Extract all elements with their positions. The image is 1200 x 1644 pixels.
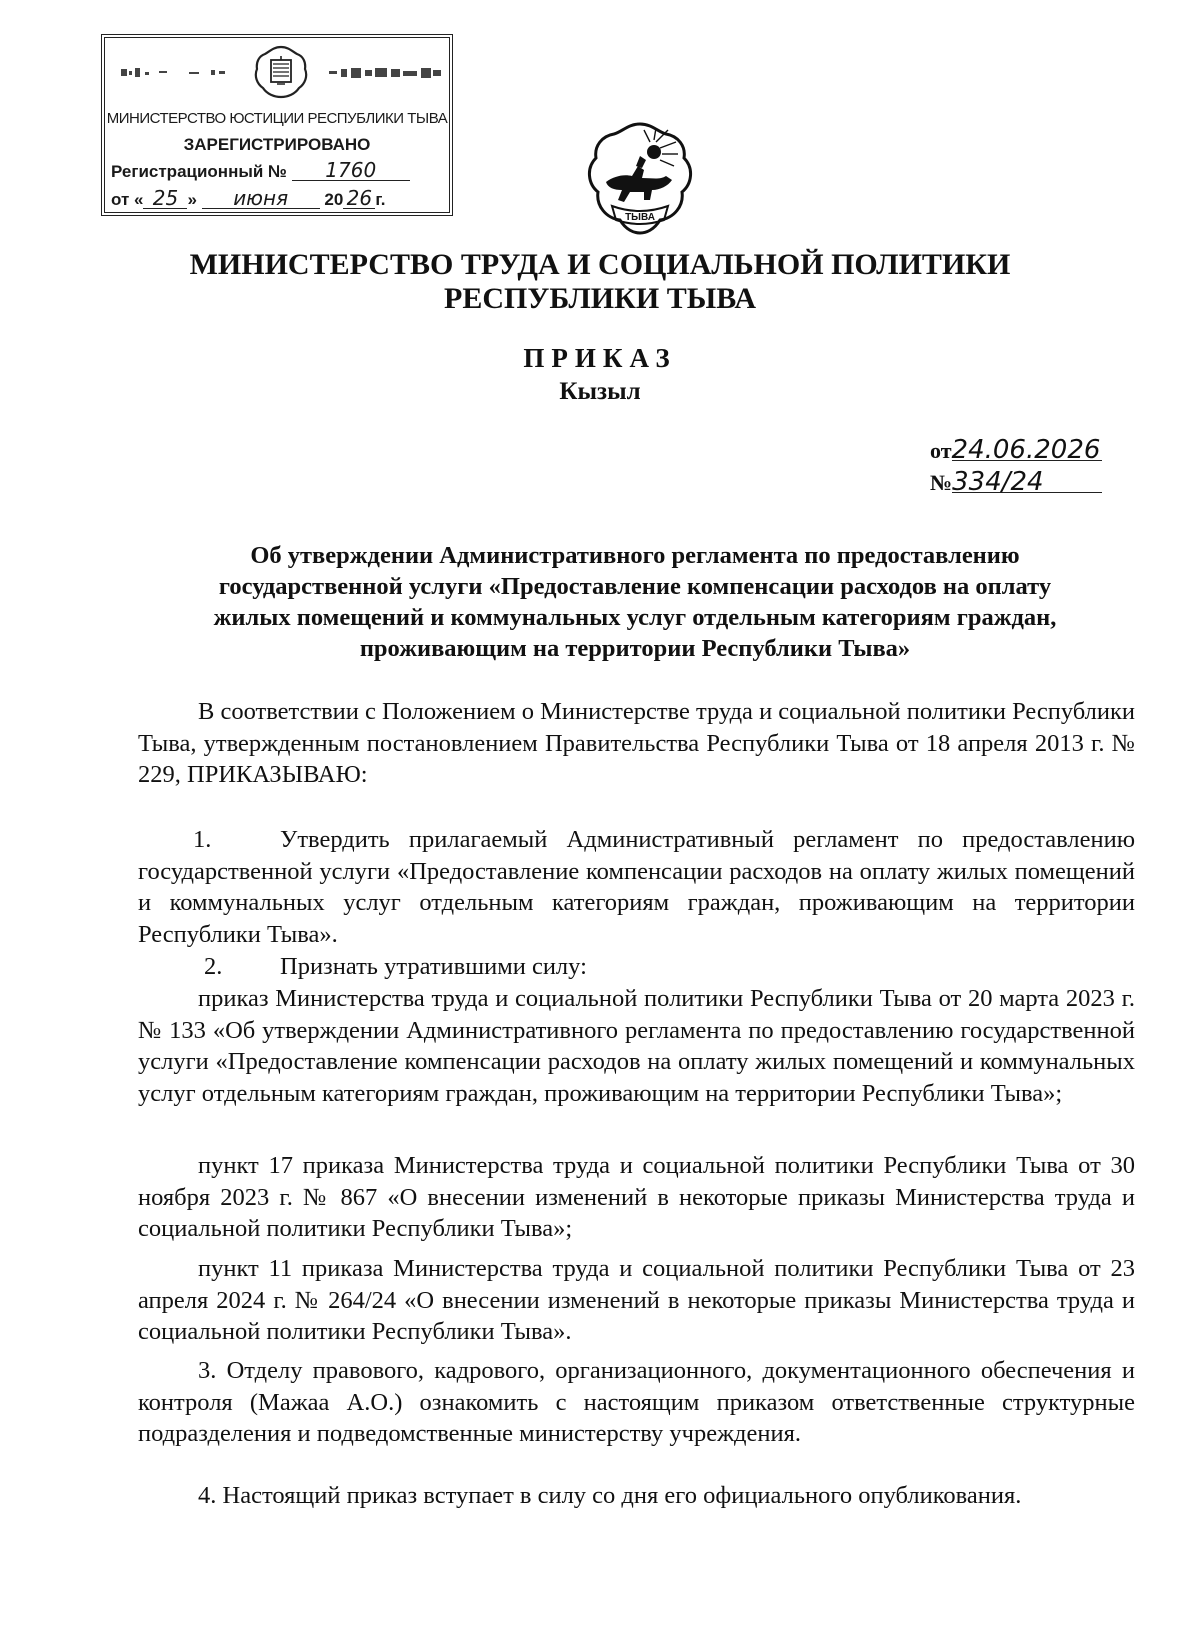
order-subject	[150, 540, 1120, 664]
ministry-title-line1: МИНИСТЕРСТВО ТРУДА И СОЦИАЛЬНОЙ ПОЛИТИКИ	[189, 248, 1011, 281]
stamp-reg-label: Регистрационный №	[111, 162, 287, 181]
tuva-coat-of-arms-icon	[580, 120, 700, 236]
stamp-reg-number: 1760	[292, 160, 410, 181]
subject-line3: жилых помещений и коммунальных услуг отдельным категориям граждан,	[213, 604, 1057, 631]
document-city: Кызыл	[559, 378, 641, 405]
order-date-label: от	[930, 438, 952, 463]
stamp-ministry: МИНИСТЕРСТВО ЮСТИЦИИ РЕСПУБЛИКИ ТЫВА	[106, 110, 448, 127]
stamp-date-month: июня	[202, 188, 320, 209]
item-3-paragraph: 3. Отделу правового, кадрового, организационного, документационного обеспечения и контроля (Мажаа А.О.) ознакомить с настоящим приказом ответственные структурные подразделения и подведомственные министерству учреждения.	[138, 1357, 1135, 1447]
registration-stamp	[101, 34, 453, 216]
stamp-status: ЗАРЕГИСТРИРОВАНО	[183, 135, 371, 154]
subject-line2: государственной услуги «Предоставление компенсации расходов на оплату	[218, 573, 1052, 600]
stamp-date-mid: »	[187, 190, 197, 209]
stamp-date-suffix: г.	[375, 190, 386, 209]
stamp-noise-right	[327, 66, 445, 80]
stamp-date-day: 25	[143, 188, 187, 209]
stamp-registration-line	[111, 160, 410, 182]
emblem-label: ТЫВА	[625, 212, 655, 223]
order-number-line	[930, 467, 1102, 497]
item-2-text: Признать утратившими силу:	[280, 953, 587, 980]
stamp-crest-icon	[253, 44, 309, 100]
stamp-date-year-prefix: 20	[324, 190, 344, 209]
stamp-date-prefix: от «	[111, 190, 144, 209]
stamp-date-line	[111, 188, 385, 210]
ministry-title-line2: РЕСПУБЛИКИ ТЫВА	[444, 282, 756, 315]
item-1-text: Утвердить прилагаемый Административный регламент по предоставлению государственной услуги «Предоставление компенсации расходов на оплату жилых помещений и коммунальных услуг отдельным категориям граждан, проживающим на территории Республики Тыва».	[138, 826, 1135, 948]
item-2-c-paragraph: пункт 11 приказа Министерства труда и социальной политики Республики Тыва от 23 апреля 2024 г. № 264/24 «О внесении изменений в некоторые приказы Министерства труда и социальной политики Республики Тыва».	[138, 1255, 1135, 1345]
order-date-value: 24.06.2026	[951, 435, 1101, 465]
order-number-label: №	[930, 470, 953, 495]
subject-line4: проживающим на территории Республики Тыва»	[359, 635, 911, 662]
subject-line1: Об утверждении Административного регламента по предоставлению	[250, 542, 1020, 569]
document-type: ПРИКАЗ	[523, 343, 677, 373]
item-2-paragraph	[138, 951, 1135, 983]
order-date-line	[930, 435, 1102, 465]
ministry-title	[0, 248, 1200, 316]
item-2-number: 2.	[204, 953, 223, 980]
order-number-value: 334/24	[952, 472, 1102, 493]
item-1-paragraph	[138, 824, 1135, 950]
stamp-date-year: 26	[343, 188, 375, 209]
preamble-paragraph: В соответствии с Положением о Министерстве труда и социальной политики Республики Тыва, утвержденным постановлением Правительства Республики Тыва от 18 апреля 2013 г. № 229, ПРИКАЗЫВАЮ:	[138, 698, 1135, 788]
item-1-number: 1.	[193, 826, 212, 853]
item-4-paragraph: 4. Настоящий приказ вступает в силу со дня его официального опубликования.	[198, 1482, 1022, 1509]
item-2-a-paragraph: приказ Министерства труда и социальной политики Республики Тыва от 20 марта 2023 г. № 133 «Об утверждении Административного регламента по предоставлению государственной услуги «Предоставление компенсации расходов на оплату жилых помещений и коммунальных услуг отдельным категориям граждан, проживающим на территории Республики Тыва»;	[138, 985, 1135, 1107]
stamp-noise-left	[119, 66, 229, 80]
item-2-b-paragraph: пункт 17 приказа Министерства труда и социальной политики Республики Тыва от 30 ноября 2023 г. № 867 «О внесении изменений в некоторые приказы Министерства труда и социальной политики Республики Тыва»;	[138, 1152, 1135, 1242]
